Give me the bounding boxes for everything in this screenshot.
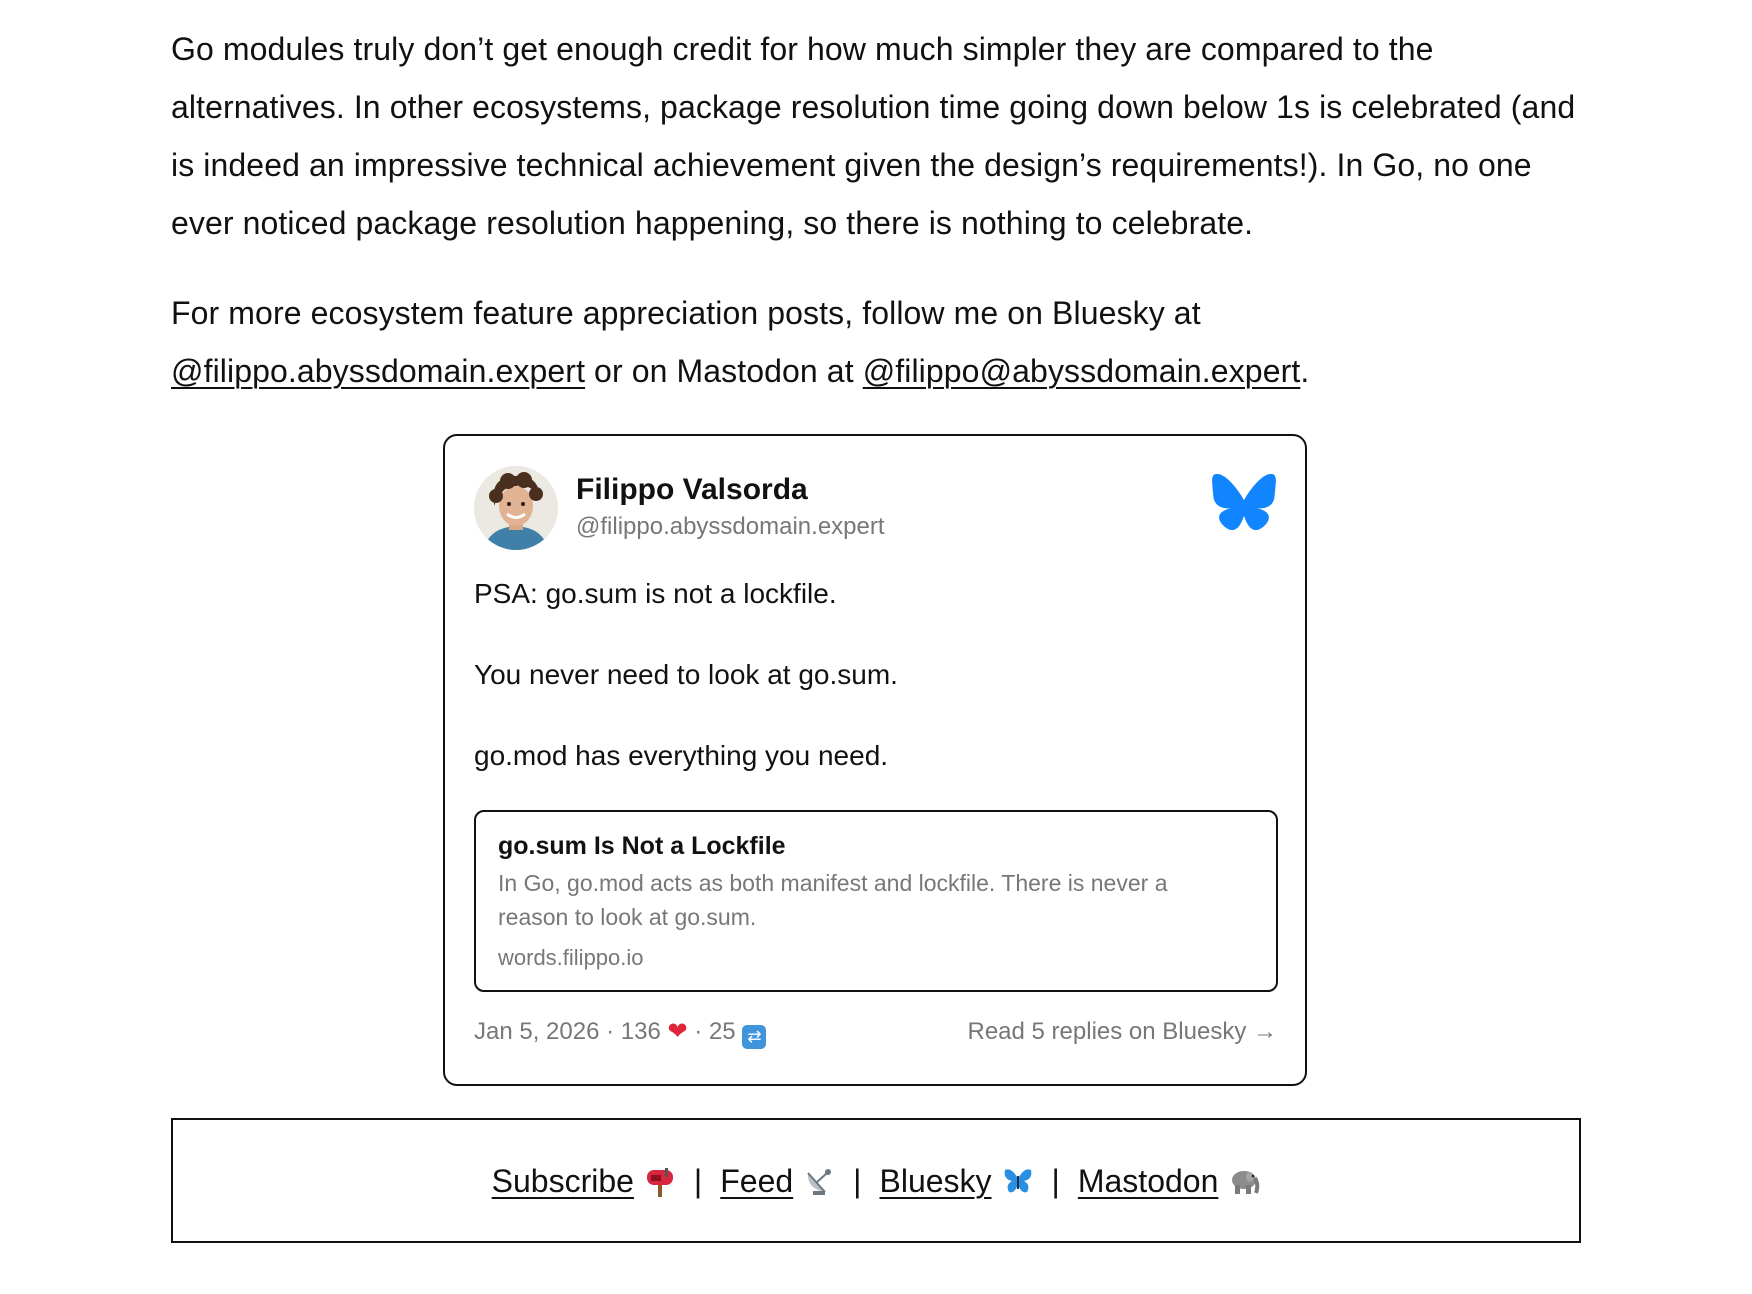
bluesky-post-embed[interactable] [443,434,1307,1086]
post-date[interactable]: Jan 5, 2026 [474,1018,600,1045]
nav-item-bluesky [879,1161,1033,1201]
nav-separator: | [693,1162,703,1199]
footer-nav [171,1118,1581,1243]
follow-text-middle: or on Mastodon at [585,353,863,389]
satellite-antenna-icon [803,1165,835,1197]
follow-paragraph [171,284,1581,400]
avatar[interactable] [474,466,558,550]
link-preview-card[interactable] [474,810,1278,992]
article-body [171,20,1581,432]
mailbox-icon [644,1165,676,1197]
mastodon-link[interactable]: Mastodon [1077,1162,1219,1199]
like-count: 136 [620,1018,661,1045]
repost-icon: ⇄ [742,1025,766,1049]
heart-icon: ❤ [667,1018,688,1045]
nav-item-mastodon [1078,1161,1261,1201]
link-preview-description: In Go, go.mod acts as both manifest and lockfile. There is never a reason to look at go.sum. [498,870,1168,930]
read-replies-link[interactable]: Read 5 replies on Bluesky → [967,1018,1277,1045]
feed-link[interactable]: Feed [720,1162,794,1199]
nav-separator: | [853,1162,862,1199]
post-line: PSA: go.sum is not a lockfile. [474,578,837,609]
subscribe-link[interactable]: Subscribe [491,1162,634,1199]
repost-count: 25 [708,1018,736,1045]
mastodon-handle-link[interactable]: @filippo@abyssdomain.expert [862,353,1301,389]
author-name[interactable]: Filippo Valsorda [576,473,808,506]
link-preview-title: go.sum Is Not a Lockfile [498,832,786,860]
meta-separator: · [694,1018,709,1045]
post-text [474,576,1274,819]
nav-separator: | [1051,1162,1060,1199]
meta-separator: · [606,1018,621,1045]
link-preview-domain: words.filippo.io [498,945,644,970]
mammoth-icon [1228,1165,1260,1197]
follow-text-suffix: . [1300,353,1310,389]
bluesky-handle-link[interactable]: @filippo.abyssdomain.expert [171,353,586,389]
nav-item-subscribe [492,1161,676,1201]
post-line: go.mod has everything you need. [474,740,889,771]
post-line: You never need to look at go.sum. [474,659,898,690]
article-paragraph: Go modules truly don’t get enough credit for how much simpler they are compared to the alternatives. In other ecosystems, package resolution time going down below 1s is celebrated (and is indeed an impressive technical achievement given the design’s requirements!). In Go, no one ever noticed package resolution happening, so there is nothing to celebrate. [171,31,1576,241]
author-handle[interactable]: @filippo.abyssdomain.expert [576,513,885,540]
bluesky-link[interactable]: Bluesky [879,1162,992,1199]
bluesky-butterfly-icon[interactable] [1211,472,1277,532]
post-meta [474,1016,766,1049]
follow-text-prefix: For more ecosystem feature appreciation posts, follow me on Bluesky at [171,295,1201,331]
nav-item-feed [720,1161,835,1201]
butterfly-icon [1002,1165,1034,1197]
